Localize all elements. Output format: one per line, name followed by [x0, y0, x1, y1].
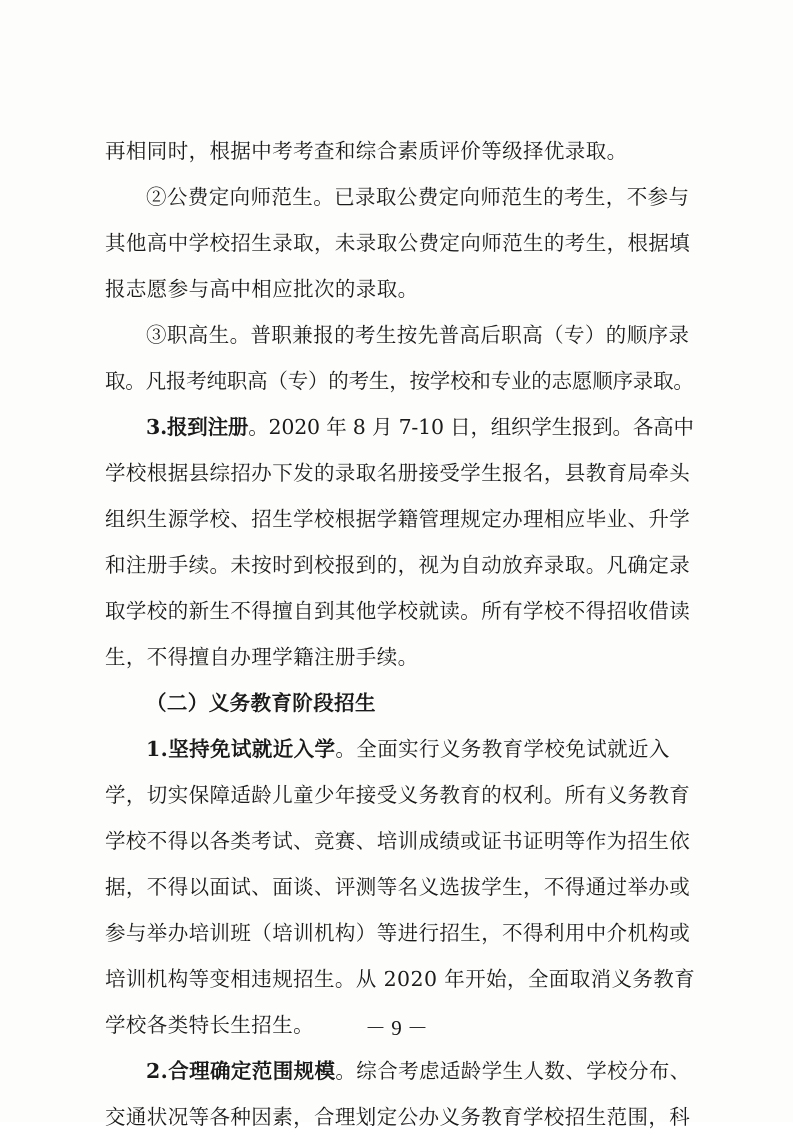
text-line-10 — [105, 542, 697, 588]
line-text: 取。凡报考纯职高（专）的考生，按学校和专业的志愿顺序录取。 — [105, 369, 694, 393]
text-line-1 — [105, 128, 697, 174]
line-text: 参与举办培训班（培训机构）等进行招生，不得利用中介机构或 — [105, 921, 691, 945]
text-line-7 — [105, 404, 697, 450]
text-line-16 — [105, 818, 697, 864]
heading-text: （二）义务教育阶段招生 — [146, 691, 376, 715]
line-text: 报志愿参与高中相应批次的录取。 — [105, 277, 419, 301]
line-text: 学，切实保障适龄儿童少年接受义务教育的权利。所有义务教育 — [105, 783, 691, 807]
text-line-5 — [105, 312, 697, 358]
line-text: 。综合考虑适龄学生人数、学校分布、 — [335, 1059, 691, 1083]
line-text: 和注册手续。未按时到校报到的，视为自动放弃录取。凡确定录 — [105, 553, 691, 577]
text-line-19 — [105, 956, 697, 1002]
text-line-14 — [105, 726, 697, 772]
line-text: 再相同时，根据中考考查和综合素质评价等级择优录取。 — [105, 139, 628, 163]
line-text: 生，不得擅自办理学籍注册手续。 — [105, 645, 419, 669]
text-line-6 — [105, 358, 697, 404]
document-body — [105, 128, 697, 1140]
text-line-15 — [105, 772, 697, 818]
section-lead: 3.报到注册 — [146, 415, 249, 439]
text-line-21 — [105, 1048, 697, 1094]
page-number: － 9 － — [365, 1016, 428, 1040]
text-line-12 — [105, 634, 697, 680]
text-line-3 — [105, 220, 697, 266]
line-text: 学校不得以各类考试、竞赛、培训成绩或证书证明等作为招生依 — [105, 829, 691, 853]
line-text: ③职高生。普职兼报的考生按先普高后职高（专）的顺序录 — [146, 323, 690, 347]
line-text: 其他高中学校招生录取，未录取公费定向师范生的考生，根据填 — [105, 231, 691, 255]
line-text: ②公费定向师范生。已录取公费定向师范生的考生，不参与 — [146, 185, 690, 209]
line-text: 学校各类特长生招生。 — [105, 1013, 314, 1037]
text-line-11 — [105, 588, 697, 634]
text-line-22 — [105, 1094, 697, 1140]
line-text: 据，不得以面试、面谈、评测等名义选拔学生，不得通过举办或 — [105, 875, 691, 899]
line-text: 组织生源学校、招生学校根据学籍管理规定办理相应毕业、升学 — [105, 507, 691, 531]
line-text: 。2020 年 8 月 7-10 日，组织学生报到。各高中 — [248, 415, 694, 439]
line-text: 取学校的新生不得擅自到其他学校就读。所有学校不得招收借读 — [105, 599, 691, 623]
text-line-8 — [105, 450, 697, 496]
line-text: 交通状况等各种因素，合理划定公办义务教育学校招生范围，科 — [105, 1105, 691, 1129]
line-text: 学校根据县综招办下发的录取名册接受学生报名，县教育局牵头 — [105, 461, 691, 485]
text-line-17 — [105, 864, 697, 910]
text-line-9 — [105, 496, 697, 542]
section-lead: 1.坚持免试就近入学 — [146, 737, 336, 761]
line-text: 。全面实行义务教育学校免试就近入 — [335, 737, 670, 761]
line-text: 培训机构等变相违规招生。从 2020 年开始，全面取消义务教育 — [105, 967, 696, 991]
text-line-2 — [105, 174, 697, 220]
section-lead: 2.合理确定范围规模 — [146, 1059, 336, 1083]
section-heading — [105, 680, 697, 726]
text-line-4 — [105, 266, 697, 312]
text-line-18 — [105, 910, 697, 956]
